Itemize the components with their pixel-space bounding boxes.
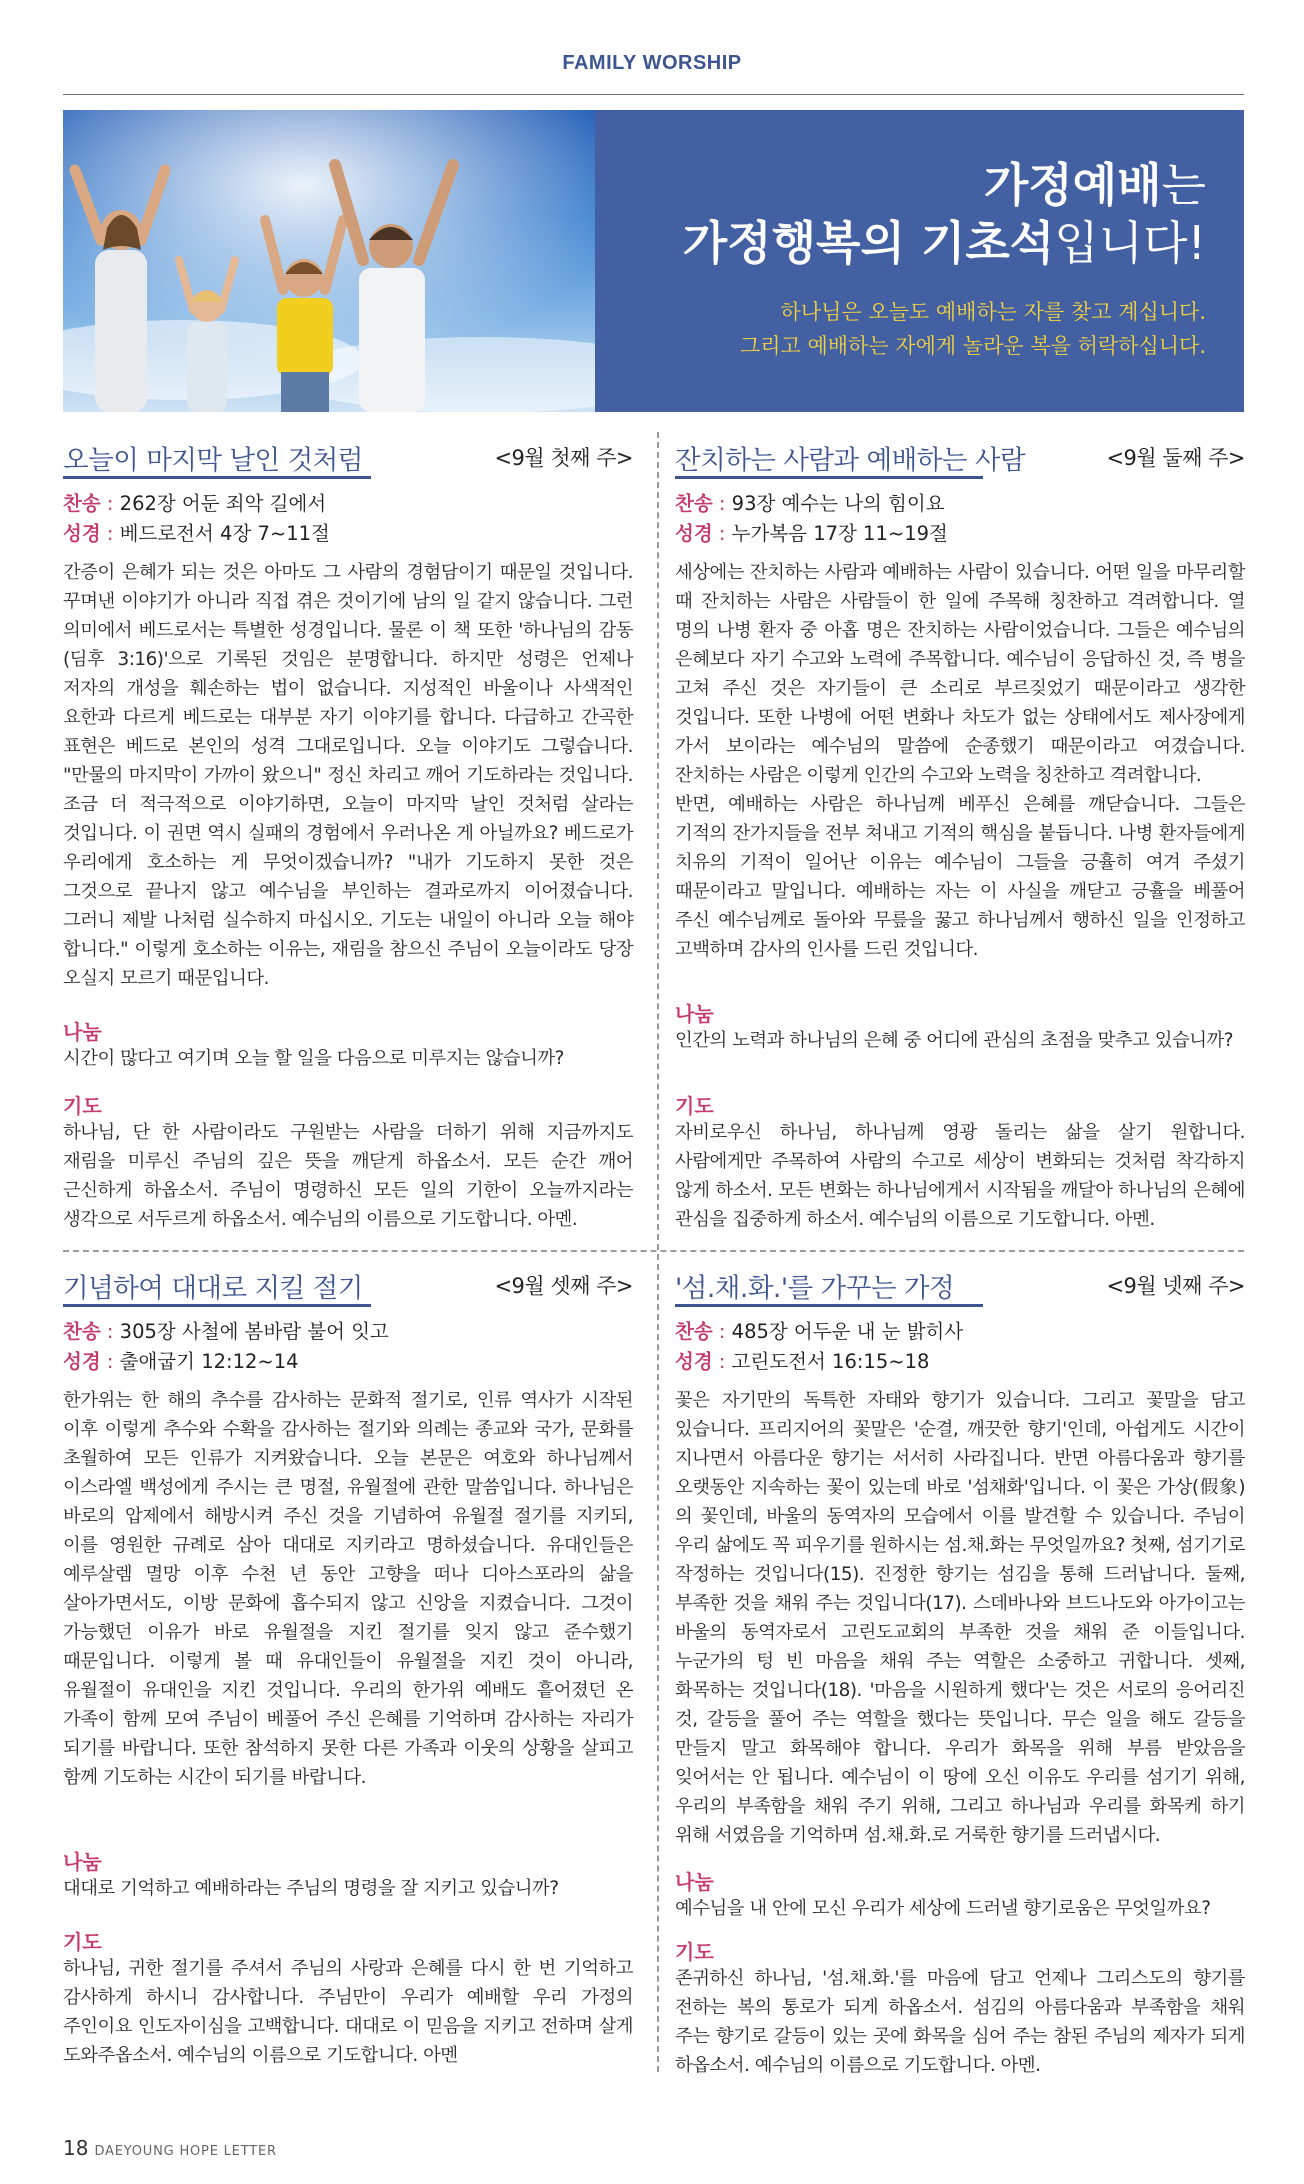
article-title: 기념하여 대대로 지킬 절기 [63, 1273, 363, 1304]
prayer-label: 기도 [63, 1094, 102, 1118]
article-week-label: <9월 셋째 주> [494, 1274, 633, 1298]
article-body: 한가위는 한 해의 추수를 감사하는 문화적 절기로, 인류 역사가 시작된 이후 이렇게 추수와 수확을 감사하는 절기와 의례는 종교와 국가, 문화를 초월하여 모든 인류가 지켜왔습니다. 오늘 본문은 여호와 하나님께서 이스라엘 백성에게 주시는 큰 명절, 유월절에 관한 말씀입니다. 하나님은 바로의 압제에서 해방시켜 주신 것을 기념하여 유월절 절기를 지키되, 이를 영원한 규례로 삼아 대대로 지키라고 명하셨습니다. 유대인들은 예루살렘 멸망 이후 수천 년 동안 고향을 떠나 디아스포라의 삶을 살아가면서도, 이방 문화에 흡수되지 않고 신앙을 지켰습니다. 그것이 가능했던 이유가 바로 유월절을 지킨 절기를 잊지 않고 준수했기 때문입니다. 이렇게 볼 때 유대인들이 유월절을 지킨 것이 아니라, 유월절이 유대인을 지킨 것입니다. 우리의 한가위 예배도 흩어졌던 온 가족이 함께 모여 주님이 베풀어 주신 은혜를 기억하며 감사하는 자리가 되기를 바랍니다. 또한 참석하지 못한 다른 가족과 이웃의 상황을 살피고 함께 기도하는 시간이 되기를 바랍니다. [63, 1390, 633, 1788]
banner-panel [595, 110, 1244, 412]
prayer-text: 존귀하신 하나님, '섬.채.화.'를 마음에 담고 언제나 그리스도의 향기를 전하는 복의 통로가 되게 하옵소서. 섬김의 아름다움과 부족함을 채워 주는 향기로 갈등이 있는 곳에 화목을 심어 주는 참된 주님의 제자가 되게 하옵소서. 예수님의 이름으로 기도합니다. 아멘. [675, 1968, 1245, 2076]
sharing-label: 나눔 [675, 1002, 714, 1026]
publication-name: DAEYOUNG HOPE LETTER [94, 2144, 277, 2159]
sharing-label: 나눔 [675, 1870, 714, 1894]
sharing-text: 예수님을 내 안에 모신 우리가 세상에 드러낼 향기로움은 무엇일까요? [675, 1898, 1211, 1919]
banner-subtitle-line2: 그리고 예배하는 자에게 놀라운 복을 허락하십니다. [739, 334, 1206, 358]
title-underline [63, 1304, 371, 1307]
prayer-text: 하나님, 귀한 절기를 주셔서 주님의 사랑과 은혜를 다시 한 번 기억하고 감사하게 하시니 감사합니다. 주님만이 우리가 예배할 우리 가정의 주인이요 인도자이심을 고백합니다. 대대로 이 믿음을 지키고 전하며 살게 도와주옵소서. 예수님의 이름으로 기도합니다. 아멘 [63, 1958, 633, 2066]
article-week1 [63, 438, 633, 1238]
scripture-line: 성경 : 베드로전서 4장 7~11절 [63, 522, 330, 545]
article-body: 꽃은 자기만의 독특한 자태와 향기가 있습니다. 그리고 꽃말을 담고 있습니다. 프리지어의 꽃말은 '순결, 깨끗한 향기'인데, 아쉽게도 시간이 지나면서 아름다운 향기는 서서히 사라집니다. 반면 아름다움과 향기를 오랫동안 지속하는 꽃이 있는데 바로 '섬채화'입니다. 이 꽃은 가상(假象)의 꽃인데, 바울의 동역자의 모습에서 이를 발견할 수 있습니다. 주님이 우리 삶에도 꼭 피우기를 원하시는 섬.채.화는 무엇일까요? 첫째, 섬기기로 작정하는 것입니다(15). 진정한 향기는 섬김을 통해 드러납니다. 둘째, 부족한 것을 채워 주는 것입니다(17). 스데바나와 브드나도와 아가이고는 바울의 동역자로서 고린도교회의 부족한 것을 채워 준 이들입니다. 누군가의 텅 빈 마음을 채워 주는 역할은 소중하고 귀합니다. 셋째, 화목하는 것입니다(18). '마음을 시원하게 했다'는 것은 서로의 응어리진 것, 갈등을 풀어 주는 역할을 했다는 뜻입니다. 무슨 일을 해도 갈등을 만들지 말고 화목해야 합니다. 우리가 화목을 위해 부름 받았음을 잊어서는 안 됩니다. 예수님이 이 땅에 오신 이유도 우리를 섬기기 위해, 우리의 부족함을 채워 주기 위해, 그리고 하나님과 우리를 화목케 하기 위해 서였음을 기억하며 섬.채.화.로 거룩한 향기를 드러냅시다. [675, 1390, 1245, 1846]
article-week-label: <9월 첫째 주> [494, 446, 633, 470]
prayer-label: 기도 [675, 1940, 714, 1964]
article-title: '섬.채.화.'를 가꾸는 가정 [675, 1273, 955, 1304]
prayer-text: 하나님, 단 한 사람이라도 구원받는 사람을 더하기 위해 지금까지도 재림을 미루신 주님의 깊은 뜻을 깨닫게 하옵소서. 모든 순간 깨어 근신하게 하옵소서. 주님이 명령하신 모든 일의 기한이 오늘까지라는 생각으로 서두르게 하옵소서. 예수님의 이름으로 기도합니다. 아멘. [63, 1122, 633, 1230]
prayer-text: 자비로우신 하나님, 하나님께 영광 돌리는 삶을 살기 원합니다. 사람에게만 주목하여 사람의 수고로 세상이 변화되는 것처럼 착각하지 않게 하소서. 모든 변화는 하나님에게서 시작됨을 깨달아 하나님의 은혜에 관심을 집중하게 하소서. 예수님의 이름으로 기도합니다. 아멘. [675, 1122, 1245, 1230]
hymn-line: 찬송 : 305장 사철에 봄바람 불어 잇고 [63, 1320, 389, 1343]
article-week-label: <9월 둘째 주> [1106, 446, 1245, 470]
sharing-label: 나눔 [63, 1850, 102, 1874]
page-number: 18 [63, 2136, 89, 2160]
title-underline [675, 476, 983, 479]
banner-subtitle-line1: 하나님은 오늘도 예배하는 자를 찾고 계십니다. [780, 300, 1206, 324]
section-header: FAMILY WORSHIP [562, 52, 742, 74]
article-week4 [675, 1266, 1245, 2076]
row-divider [63, 1250, 1244, 1252]
hymn-line: 찬송 : 262장 어둔 죄악 길에서 [63, 492, 327, 515]
column-divider [657, 432, 659, 2072]
article-week-label: <9월 넷째 주> [1106, 1274, 1245, 1298]
article-body: 세상에는 잔치하는 사람과 예배하는 사람이 있습니다. 어떤 일을 마무리할 때 잔치하는 사람은 사람들이 한 일에 주목해 칭찬하고 격려합니다. 열 명의 나병 환자 중 아홉 명은 잔치하는 사람이었습니다. 그들은 예수님의 은혜보다 자기 수고와 노력에 주목합니다. 예수님이 응답하신 것, 즉 병을 고쳐 주신 것은 자기들이 큰 소리로 부르짖었기 때문이라고 생각한 것입니다. 또한 나병에 어떤 변화나 차도가 없는 상태에서도 제사장에게 가서 보이라는 예수님의 말씀에 순종했기 때문이라고 여겼습니다. 잔치하는 사람은 이렇게 인간의 수고와 노력을 칭찬하고 격려합니다. 반면, 예배하는 사람은 하나님께 베푸신 은혜를 깨닫습니다. 그들은 기적의 잔가지들을 전부 쳐내고 기적의 핵심을 붙듭니다. 나병 환자들에게 치유의 기적이 일어난 이유는 예수님이 그들을 긍휼히 여겨 주셨기 때문이라고 말입니다. 예배하는 자는 이 사실을 깨닫고 긍휼을 베풀어 주신 예수님께로 돌아와 무릎을 꿇고 하나님께서 행하신 일을 인정하고 고백하며 감사의 인사를 드린 것입니다. [675, 562, 1245, 960]
scripture-line: 성경 : 누가복음 17장 11~19절 [675, 522, 948, 545]
title-underline [63, 476, 371, 479]
article-title: 오늘이 마지막 날인 것처럼 [63, 445, 363, 476]
family-raising-hands-illustration [63, 110, 595, 412]
article-week2 [675, 438, 1245, 1238]
family-photo [63, 110, 595, 412]
sharing-text: 대대로 기억하고 예배하라는 주님의 명령을 잘 지키고 있습니까? [63, 1878, 559, 1899]
scripture-line: 성경 : 고린도전서 16:15~18 [675, 1350, 930, 1373]
scripture-line: 성경 : 출애굽기 12:12~14 [63, 1350, 299, 1373]
header-divider [63, 94, 1244, 95]
hymn-line: 찬송 : 485장 어두운 내 눈 밝히사 [675, 1320, 964, 1343]
article-week3 [63, 1266, 633, 2076]
sharing-label: 나눔 [63, 1020, 102, 1044]
banner-headline-line2: 가정행복의 기초석입니다! [682, 216, 1206, 270]
hymn-line: 찬송 : 93장 예수는 나의 힘이요 [675, 492, 945, 515]
article-body: 간증이 은혜가 되는 것은 아마도 그 사람의 경험담이기 때문일 것입니다. 꾸며낸 이야기가 아니라 직접 겪은 것이기에 남의 일 같지 않습니다. 그런 의미에서 베드로서는 특별한 성경입니다. 물론 이 책 또한 '하나님의 감동(딤후 3:16)'으로 기록된 것임은 분명합니다. 하지만 성령은 언제나 저자의 개성을 훼손하는 법이 없습니다. 지성적인 바울이나 사색적인 요한과 다르게 베드로는 대부분 자기 이야기를 합니다. 다급하고 간곡한 표현은 베드로 본인의 성격 그대로입니다. 오늘 이야기도 그렇습니다. "만물의 마지막이 가까이 왔으니" 정신 차리고 깨어 기도하라는 것입니다. 조금 더 적극적으로 이야기하면, 오늘이 마지막 날인 것처럼 살라는 것입니다. 이 권면 역시 실패의 경험에서 우러나온 게 아닐까요? 베드로가 우리에게 호소하는 게 무엇이겠습니까? "내가 기도하지 못한 것은 그것으로 끝나지 않고 예수님을 부인하는 결과로까지 이어졌습니다. 그러니 제발 나처럼 실수하지 마십시오. 기도는 내일이 아니라 오늘 해야 합니다." 이렇게 호소하는 이유는, 재림을 참으신 주님이 오늘이라도 당장 오실지 모르기 때문입니다. [63, 562, 633, 989]
banner-headline-line1: 가정예배는 [983, 158, 1206, 212]
sharing-text: 시간이 많다고 여기며 오늘 할 일을 다음으로 미루지는 않습니까? [63, 1048, 564, 1069]
article-title: 잔치하는 사람과 예배하는 사람 [675, 445, 1026, 476]
prayer-label: 기도 [63, 1930, 102, 1954]
title-underline [675, 1304, 983, 1307]
prayer-label: 기도 [675, 1094, 714, 1118]
sharing-text: 인간의 노력과 하나님의 은혜 중 어디에 관심의 초점을 맞추고 있습니까? [675, 1030, 1234, 1051]
page-footer [63, 2136, 277, 2160]
